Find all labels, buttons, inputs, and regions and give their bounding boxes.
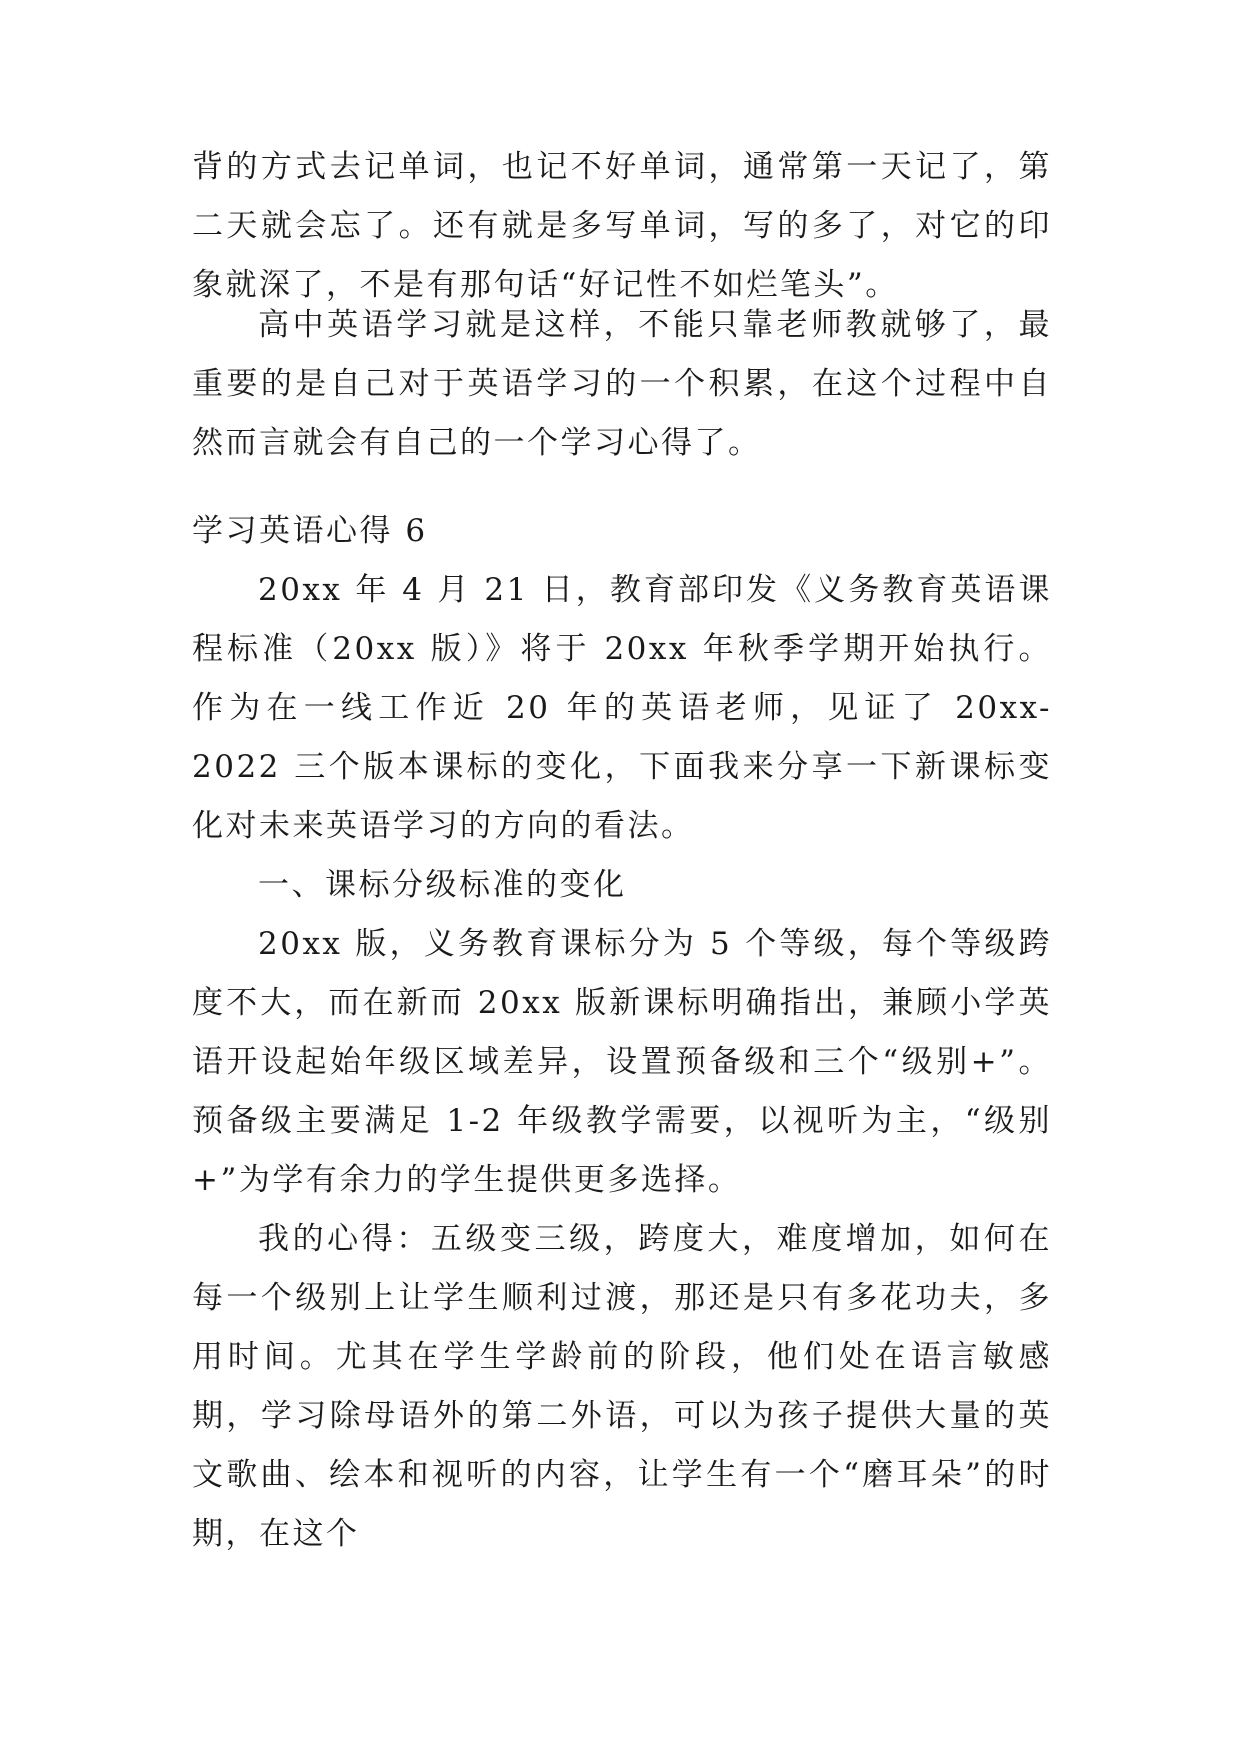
body-paragraph: 20xx 版，义务教育课标分为 5 个等级，每个等级跨度不大，而在新而 20xx 版新课标明确指出，兼顾小学英语开设起始年级区域差异，设置预备级和三个“级别+”。预备级主要满足 1-2 年级教学需要，以视听为主，“级别+”为学有余力的学生提供更多选择。 [192, 926, 1052, 1198]
body-paragraph: 20xx 年 4 月 21 日，教育部印发《义务教育英语课程标准（20xx 版）》将于 20xx 年秋季学期开始执行。作为在一线工作近 20 年的英语老师，见证了 20xx-2022 三个版本课标的变化，下面我来分享一下新课标变化对未来英语学习的方向的看法。 [192, 572, 1052, 844]
body-paragraph: 背的方式去记单词，也记不好单词，通常第一天记了，第二天就会忘了。还有就是多写单词，写的多了，对它的印象就深了，不是有那句话“好记性不如烂笔头”。 [192, 149, 1052, 303]
subheading-paragraph: 一、课标分级标准的变化 [258, 867, 627, 903]
conclusion-block [192, 296, 1052, 473]
section-6-body [192, 561, 1052, 1564]
continuation-block [192, 138, 1052, 315]
body-paragraph: 我的心得：五级变三级，跨度大，难度增加，如何在每一个级别上让学生顺利过渡，那还是只有多花功夫，多用时间。尤其在学生学龄前的阶段，他们处在语言敏感期，学习除母语外的第二外语，可以为孩子提供大量的英文歌曲、绘本和视听的内容，让学生有一个“磨耳朵”的时期，在这个 [192, 1221, 1052, 1552]
section-title: 学习英语心得 6 [192, 513, 428, 549]
body-paragraph: 高中英语学习就是这样，不能只靠老师教就够了，最重要的是自己对于英语学习的一个积累，在这个过程中自然而言就会有自己的一个学习心得了。 [192, 307, 1052, 461]
